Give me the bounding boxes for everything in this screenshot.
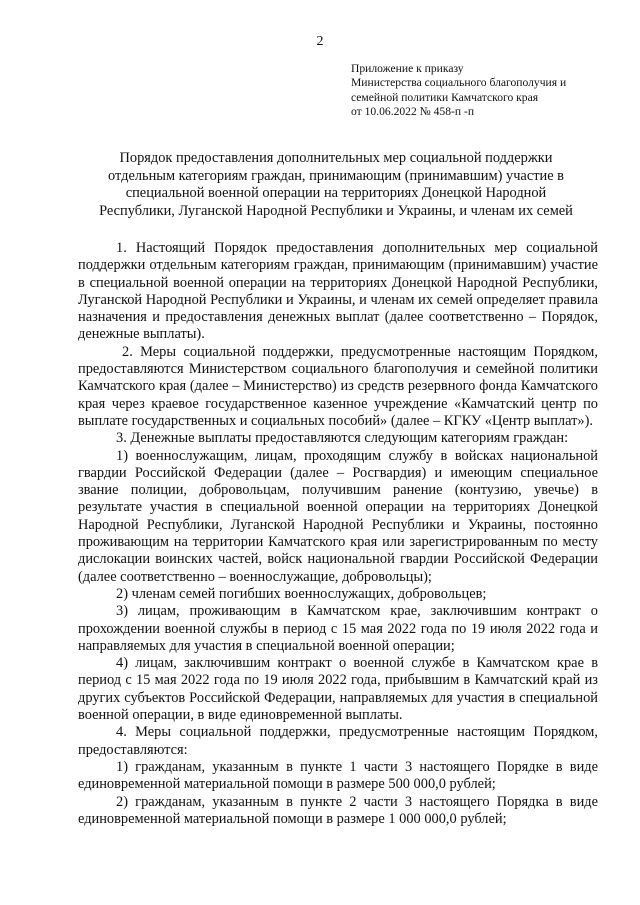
- appendix-line: Приложение к приказу: [351, 62, 464, 75]
- title-line: Республики, Луганской Народной Республики и Украины, и членам их семей: [99, 202, 573, 219]
- paragraph-3-item-2: 2) членам семей погибших военнослужащих, добровольцев;: [116, 585, 487, 602]
- appendix-line: от 10.06.2022 № 458-п -п: [351, 105, 475, 119]
- paragraph-3-item-4: 4) лицам, заключившим контракт о военной службе в Камчатском крае в период с 15 мая 2022 года по 19 июля 2022 года, прибывшим в Камчатский край из других субъектов Российской Федерации, направляемых для участия в специальной военной операции, в виде единовременной выплаты.: [78, 655, 598, 724]
- document-body: [78, 240, 598, 828]
- title-line: специальной военной операции на территориях Донецкой Народной: [125, 185, 547, 202]
- paragraph-1: 1. Настоящий Порядок предоставления дополнительных мер социальной поддержки отдельным категориям граждан, принимающим (принимавшим) участие в специальной военной операции на территориях Донецкой Народной Республики, Луганской Народной Республики и Украины, и членам их семей определяет правила назначения и предоставления денежных выплат (далее соответственно – Порядок, денежные выплаты).: [78, 240, 598, 343]
- paragraph-3-item-1: 1) военнослужащим, лицам, проходящим службу в войсках национальной гвардии Российской Федерации (далее – Росгвардия) и имеющим специальное звание полиции, добровольцам, получившим ранение (контузию, увечье) в результате участия в специальной военной операции на территориях Донецкой Народной Республики, Луганской Народной Республики и Украины, постоянно проживающим на территории Камчатского края или зарегистрированным по месту дислокации воинских частей, войск национальной гвардии Российской Федерации (далее соответственно – военнослужащие, добровольцы);: [78, 447, 598, 585]
- paragraph-4-item-1: 1) гражданам, указанным в пункте 1 части 3 настоящего Порядке в виде единовременной материальной помощи в размере 500 000,0 рублей;: [78, 758, 598, 793]
- title-line: Порядок предоставления дополнительных мер социальной поддержки: [119, 150, 553, 166]
- paragraph-3-item-3: 3) лицам, проживающим в Камчатском крае, заключившим контракт о прохождении военной службы в период с 15 мая 2022 года по 19 июля 2022 года и направляемых для участия в специальной военной операции;: [78, 603, 598, 654]
- paragraph-3: 3. Денежные выплаты предоставляются следующим категориям граждан:: [116, 430, 569, 447]
- paragraph-4: 4. Меры социальной поддержки, предусмотренные настоящим Порядком, предоставляются:: [78, 724, 598, 758]
- appendix-line: Министерства социального благополучия и: [351, 76, 567, 90]
- document-title: [60, 150, 612, 220]
- paragraph-4-item-2: 2) гражданам, указанным в пункте 2 части 3 настоящего Порядка в виде единовременной материальной помощи в размере 1 000 000,0 рублей;: [78, 793, 598, 827]
- appendix-header: [351, 62, 621, 120]
- appendix-line: семейной политики Камчатского края: [351, 90, 539, 104]
- title-line: отдельным категориям граждан, принимающим (принимавшим) участие в: [108, 167, 564, 184]
- page-number: 2: [316, 34, 324, 49]
- paragraph-2: 2. Меры социальной поддержки, предусмотренные настоящим Порядком, предоставляются Министерством социального благополучия и семейной политики Камчатского края (далее – Министерство) из средств резервного фонда Камчатского края через краевое государственное казенное учреждение «Камчатский центр по выплате государственных и социальных пособий» (далее – КГКУ «Центр выплат»).: [78, 343, 598, 429]
